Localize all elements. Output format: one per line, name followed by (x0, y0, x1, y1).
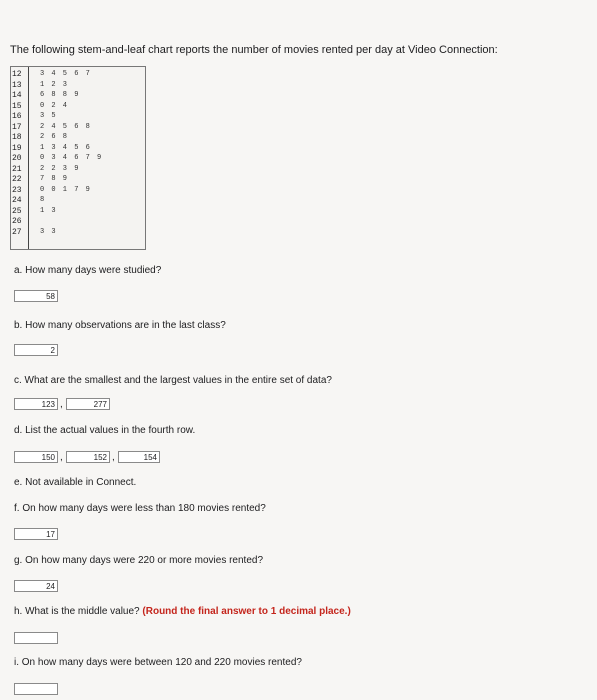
stem-value: 20 (12, 154, 22, 163)
question-g: g. On how many days were 220 or more movies rented? (14, 555, 264, 566)
answer-h-field[interactable] (14, 632, 58, 644)
leaf-values: 0 0 1 7 9 (40, 185, 92, 194)
question-h (14, 606, 351, 617)
stem-value: 22 (12, 175, 22, 184)
stem-value: 27 (12, 227, 22, 237)
question-b: b. How many observations are in the last class? (14, 320, 226, 331)
problem-intro: The following stem-and-leaf chart reports the number of movies rented per day at Video Connection: (10, 44, 498, 56)
comma-separator: , (60, 399, 63, 410)
stem-value: 23 (12, 185, 22, 195)
stem-value: 26 (12, 217, 22, 226)
stem-value: 15 (12, 101, 22, 111)
leaf-values: 1 2 3 (40, 80, 69, 89)
stem-value: 12 (12, 70, 22, 79)
answer-d-value3-field[interactable]: 154 (118, 451, 160, 463)
question-i: i. On how many days were between 120 and 220 movies rented? (14, 657, 302, 668)
answer-c-largest-field[interactable]: 277 (66, 398, 110, 410)
answer-a-field[interactable]: 58 (14, 290, 58, 302)
leaf-values: 6 8 8 9 (40, 91, 80, 99)
leaf-values: 2 2 3 9 (40, 164, 80, 173)
stem-value: 16 (12, 112, 22, 121)
leaf-values: 3 5 (40, 112, 58, 120)
stem-value: 21 (12, 164, 22, 174)
leaf-values: 2 6 8 (40, 133, 69, 141)
comma-separator: , (112, 452, 115, 463)
leaf-values: 2 4 5 6 8 (40, 122, 92, 131)
stem-value: 25 (12, 206, 22, 216)
stem-value: 19 (12, 143, 22, 153)
leaf-values: 1 3 (40, 206, 58, 215)
stem-value: 18 (12, 133, 22, 142)
answer-d-value2-field[interactable]: 152 (66, 451, 110, 463)
answer-b-field[interactable]: 2 (14, 344, 58, 356)
leaf-values: 0 3 4 6 7 9 (40, 154, 103, 162)
leaf-values: 3 3 (40, 227, 58, 236)
leaf-values: 0 2 4 (40, 101, 69, 110)
stem-value: 17 (12, 122, 22, 132)
comma-separator: , (60, 452, 63, 463)
stem-and-leaf-chart (10, 66, 146, 250)
question-h-text: h. What is the middle value? (14, 606, 140, 617)
leaf-values: 3 4 5 6 7 (40, 70, 92, 78)
leaf-values: 1 3 4 5 6 (40, 143, 92, 152)
answer-g-field[interactable]: 24 (14, 580, 58, 592)
leaf-values: 7 8 9 (40, 175, 69, 183)
question-d: d. List the actual values in the fourth row. (14, 425, 196, 436)
answer-d-value1-field[interactable]: 150 (14, 451, 58, 463)
stem-value: 14 (12, 91, 22, 100)
question-e: e. Not available in Connect. (14, 477, 137, 488)
rounding-note: (Round the final answer to 1 decimal place.) (142, 606, 351, 617)
answer-f-field[interactable]: 17 (14, 528, 58, 540)
question-f: f. On how many days were less than 180 movies rented? (14, 503, 266, 514)
stem-value: 13 (12, 80, 22, 90)
question-a: a. How many days were studied? (14, 265, 162, 276)
leaf-values: 8 (40, 196, 46, 204)
stem-value: 24 (12, 196, 22, 205)
answer-i-field[interactable] (14, 683, 58, 695)
answer-c-smallest-field[interactable]: 123 (14, 398, 58, 410)
question-c: c. What are the smallest and the largest values in the entire set of data? (14, 375, 332, 386)
